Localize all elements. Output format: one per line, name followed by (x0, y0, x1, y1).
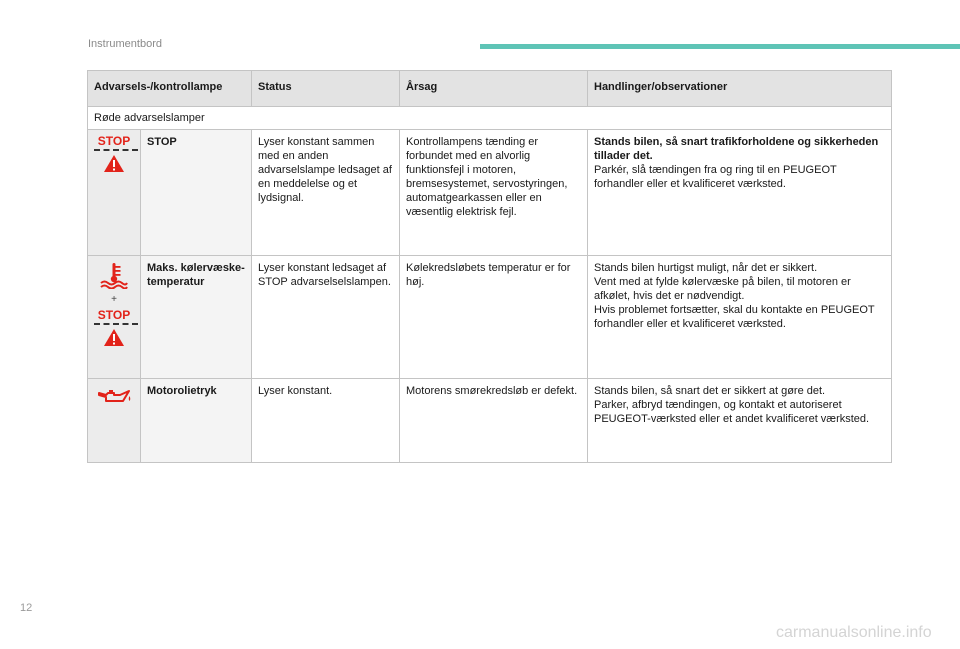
action-line: Parker, afbryd tændingen, og kontakt et autoriseret PEUGEOT-værksted eller et andet kvalificeret værksted. (594, 399, 870, 425)
oil-can-icon (96, 389, 132, 405)
action-text: Parkér, slå tændingen fra og ring til en PEUGEOT forhandler eller et kvalificeret værksted. (594, 164, 837, 190)
lamp-name: STOP (141, 130, 252, 256)
table-row (88, 130, 892, 256)
action-emphasis: Stands bilen, så snart trafikforholdene og sikkerheden tillader det. (594, 136, 879, 162)
action-line: Vent med at fylde kølervæske på bilen, til motoren er afkølet, hvis det er nødvendigt. (594, 276, 851, 302)
lamp-name: Maks. kølervæske-temperatur (141, 256, 252, 379)
page-section-title: Instrumentbord (88, 38, 162, 50)
stop-dash-line (94, 323, 138, 325)
lamp-cause: Kontrollampens tænding er forbundet med en alvorlig funktionsfejl i motoren, bremsesystemet, servostyringen, automatgearkassen eller en væsentlig elektrisk fejl. (400, 130, 588, 256)
lamp-cause: Motorens smørekredsløb er defekt. (400, 379, 588, 463)
lamp-status: Lyser konstant sammen med en anden advarselslampe ledsaget af en meddelelse og et lydsignal. (252, 130, 400, 256)
warning-lamps-table (87, 70, 892, 463)
column-header-cause: Årsag (400, 71, 588, 107)
lamp-cause: Kølekredsløbets temperatur er for høj. (400, 256, 588, 379)
table-row (88, 256, 892, 379)
lamp-icon-cell (88, 256, 141, 379)
section-label: Røde advarselslamper (88, 107, 892, 130)
table-header-row (88, 71, 892, 107)
stop-icon: STOP (97, 134, 131, 148)
warning-triangle-icon (103, 328, 125, 347)
lamp-name: Motorolietryk (141, 379, 252, 463)
stop-icon: STOP (97, 308, 131, 322)
column-header-lamp: Advarsels-/kontrollampe (88, 71, 252, 107)
lamp-status: Lyser konstant. (252, 379, 400, 463)
action-line: Hvis problemet fortsætter, skal du kontakte en PEUGEOT forhandler eller et kvalificeret værksted. (594, 304, 875, 330)
header-accent-bar (480, 44, 960, 49)
column-header-actions: Handlinger/observationer (588, 71, 892, 107)
lamp-actions (588, 379, 892, 463)
lamp-status: Lyser konstant ledsaget af STOP advarselselslampen. (252, 256, 400, 379)
warning-triangle-icon (103, 154, 125, 173)
table-row (88, 379, 892, 463)
lamp-icon-cell (88, 130, 141, 256)
coolant-temperature-icon (99, 261, 129, 289)
lamp-actions (588, 256, 892, 379)
plus-sign: + (111, 294, 117, 305)
action-line: Stands bilen, så snart det er sikkert at gøre det. (594, 385, 826, 397)
watermark: carmanualsonline.info (776, 624, 932, 641)
action-line: Stands bilen hurtigst muligt, når det er sikkert. (594, 262, 818, 274)
page-number: 12 (20, 602, 33, 614)
lamp-icon-cell (88, 379, 141, 463)
column-header-status: Status (252, 71, 400, 107)
lamp-actions (588, 130, 892, 256)
stop-dash-line (94, 149, 138, 151)
section-row (88, 107, 892, 130)
